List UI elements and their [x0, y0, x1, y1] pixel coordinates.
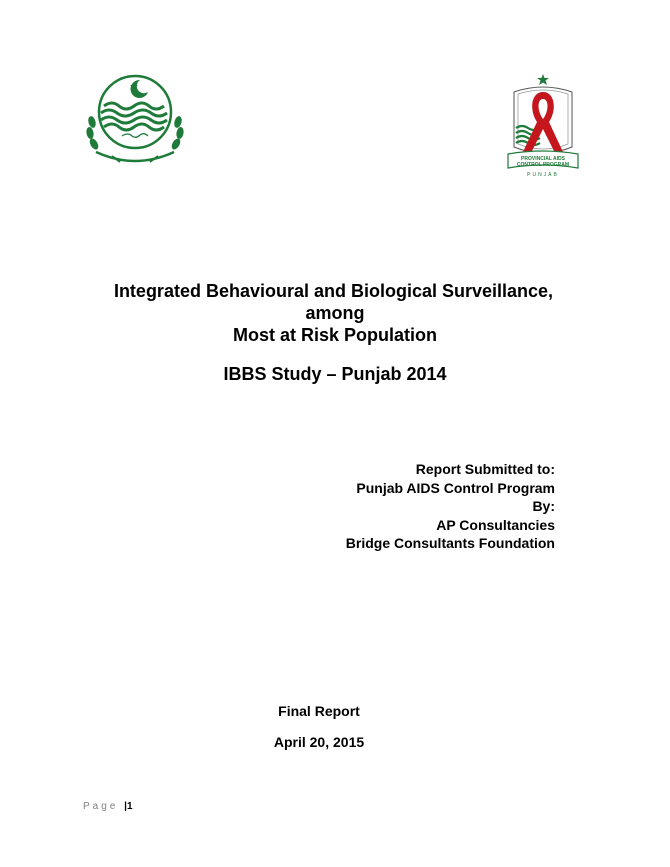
- author-1: AP Consultancies: [436, 516, 555, 533]
- logo-text-line1: PROVINCIAL AIDS: [521, 156, 565, 162]
- report-title: [0, 280, 670, 346]
- by-label: By:: [532, 498, 555, 514]
- title-line-3: Most at Risk Population: [232, 325, 437, 345]
- final-report-label: Final Report: [278, 703, 360, 719]
- title-line-2: among: [305, 303, 365, 323]
- page-footer: [83, 801, 133, 812]
- report-date: April 20, 2015: [273, 734, 365, 750]
- author-2: Bridge Consultants Foundation: [345, 535, 555, 551]
- logo-text-line2: CONTROL PROGRAM: [516, 162, 570, 168]
- logo-text-line3: PUNJAB: [527, 172, 559, 178]
- page-label: Page: [83, 801, 119, 812]
- submitted-to-label: Report Submitted to:: [415, 461, 555, 477]
- submission-block: [346, 460, 555, 553]
- page-number: 1: [126, 801, 133, 812]
- recipient-name: Punjab AIDS Control Program: [356, 479, 555, 496]
- title-line-1: Integrated Behavioural and Biological Surveillance,: [113, 281, 554, 301]
- page-separator: |: [124, 801, 127, 812]
- provincial-aids-control-program-logo-icon: [500, 72, 586, 180]
- report-subtitle: IBBS Study – Punjab 2014: [223, 364, 447, 384]
- punjab-government-emblem-icon: [82, 70, 188, 166]
